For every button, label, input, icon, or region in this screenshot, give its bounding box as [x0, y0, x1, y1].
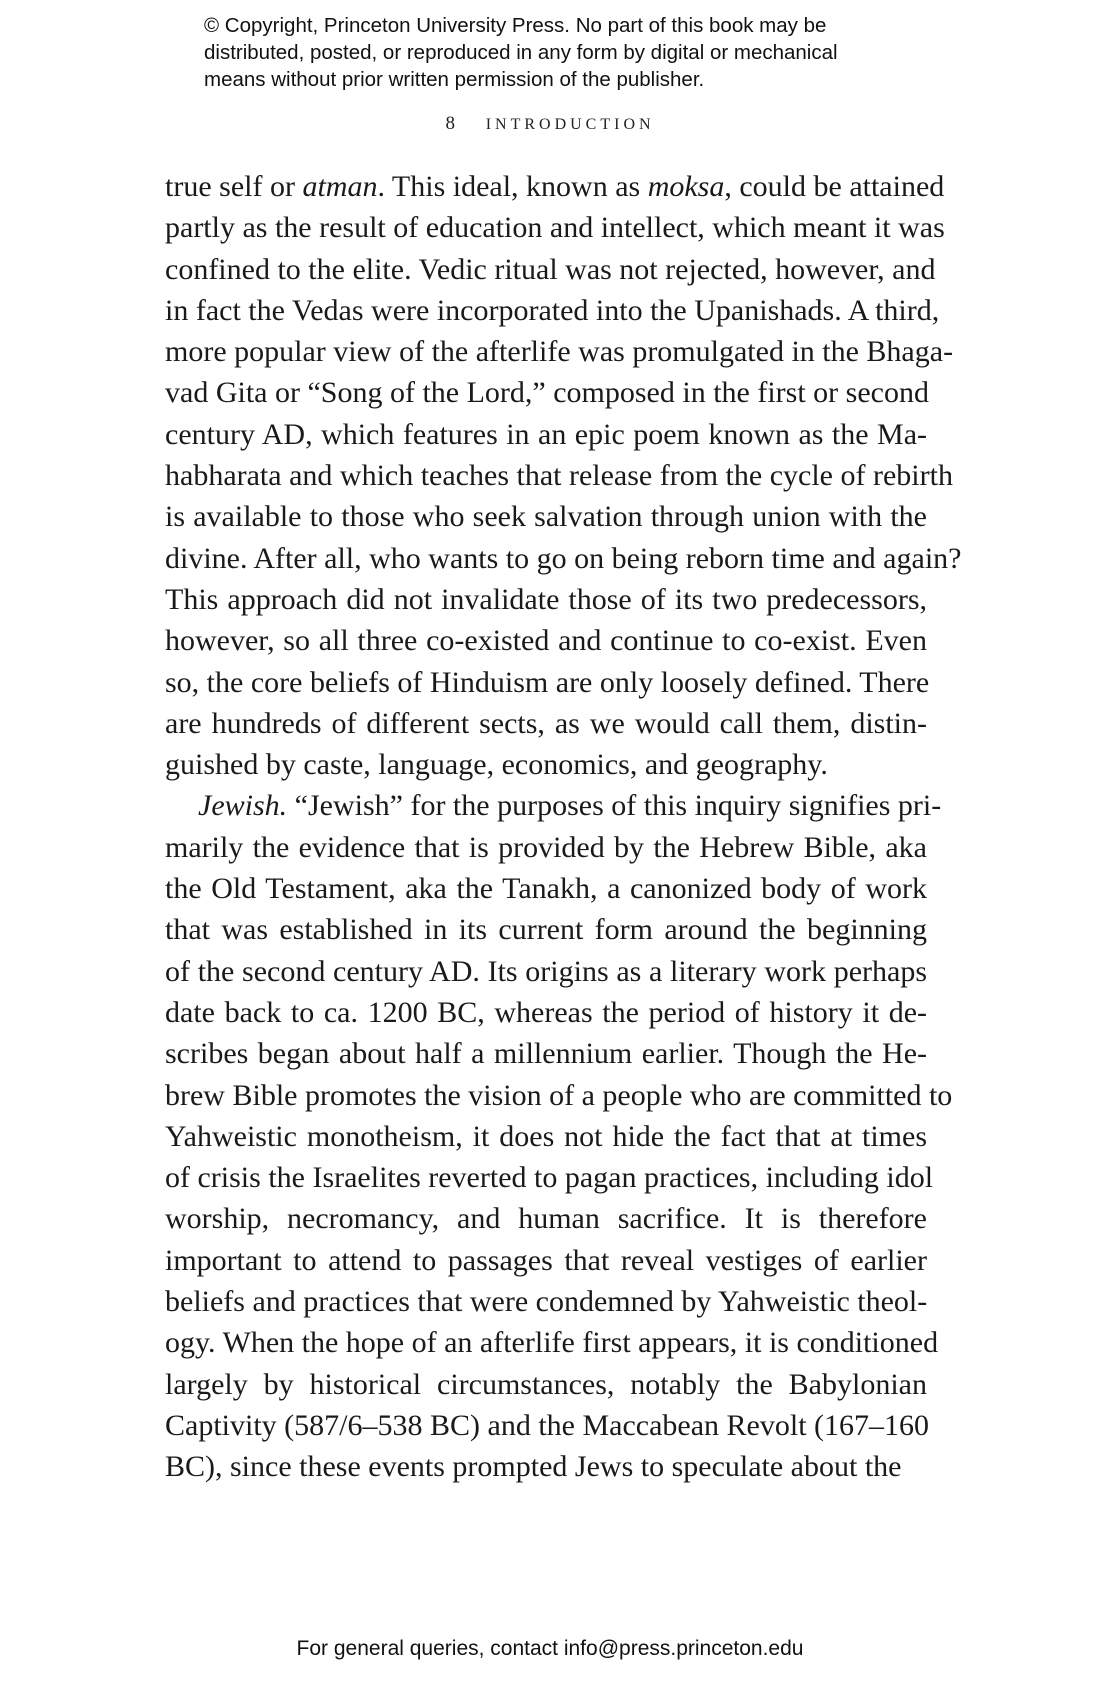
text-line: worship, necromancy, and human sacrifice. It is therefore — [165, 1202, 927, 1236]
copyright-line: © Copyright, Princeton University Press. No part of this book may be — [204, 14, 827, 37]
running-head — [0, 113, 1100, 135]
text-line: are hundreds of different sects, as we would call them, distin- — [165, 706, 927, 740]
text-line: that was established in its current form around the beginning — [165, 913, 927, 947]
text-line: largely by historical circumstances, notably the Babylonian — [165, 1367, 927, 1401]
copyright-line: means without prior written permission of the publisher. — [204, 68, 705, 91]
text-line: date back to ca. 1200 BC, whereas the period of history it de- — [165, 995, 927, 1029]
text-line: guished by caste, language, economics, and geography. — [165, 748, 828, 782]
text-line: Jewish. “Jewish” for the purposes of this inquiry signifies pri- — [198, 789, 942, 823]
text-line: beliefs and practices that were condemned by Yahweistic theol- — [165, 1285, 928, 1319]
text-line: Captivity (587/6–538 BC) and the Maccabean Revolt (167–160 — [165, 1408, 930, 1442]
body-text — [165, 166, 962, 1488]
text-line: however, so all three co-existed and continue to co-exist. Even — [165, 624, 927, 658]
text-line: is available to those who seek salvation through union with the — [165, 500, 927, 534]
text-line: marily the evidence that is provided by the Hebrew Bible, aka — [165, 830, 927, 864]
text-line: so, the core beliefs of Hinduism are only loosely defined. There — [165, 665, 930, 699]
text-line: confined to the elite. Vedic ritual was not rejected, however, and — [165, 252, 936, 286]
text-line: vad Gita or “Song of the Lord,” composed in the first or second — [165, 376, 929, 410]
text-line: This approach did not invalidate those of its two predecessors, — [165, 582, 927, 616]
text-line: partly as the result of education and intellect, which meant it was — [165, 211, 945, 245]
text-line: century AD, which features in an epic poem known as the Ma- — [165, 417, 927, 451]
text-line: habharata and which teaches that release from the cycle of rebirth — [165, 459, 953, 493]
text-line: more popular view of the afterlife was promulgated in the Bhaga- — [165, 335, 954, 369]
text-line: important to attend to passages that reveal vestiges of earlier — [165, 1243, 927, 1277]
text-line: BC), since these events prompted Jews to speculate about the — [165, 1450, 902, 1484]
text-line: in fact the Vedas were incorporated into the Upanishads. A third, — [165, 293, 940, 327]
text-line: of the second century AD. Its origins as a literary work perhaps — [165, 954, 927, 988]
page-number: 8 — [445, 113, 455, 134]
text-line: of crisis the Israelites reverted to pagan practices, including idol — [165, 1161, 934, 1195]
text-line: Yahweistic monotheism, it does not hide the fact that at times — [165, 1119, 927, 1153]
text-line: true self or atman. This ideal, known as moksa, could be attained — [165, 170, 945, 203]
copyright-notice — [204, 12, 924, 93]
copyright-line: distributed, posted, or reproduced in any form by digital or mechanical — [204, 41, 838, 64]
text-line: scribes began about half a millennium earlier. Though the He- — [165, 1037, 927, 1071]
text-line: divine. After all, who wants to go on being reborn time and again? — [165, 541, 962, 575]
text-line: brew Bible promotes the vision of a people who are committed to — [165, 1078, 953, 1112]
text-line: ogy. When the hope of an afterlife first appears, it is conditioned — [165, 1326, 939, 1360]
footer-contact: For general queries, contact info@press.princeton.edu — [296, 1637, 804, 1660]
text-line: the Old Testament, aka the Tanakh, a canonized body of work — [165, 872, 927, 906]
section-title: INTRODUCTION — [485, 116, 655, 133]
